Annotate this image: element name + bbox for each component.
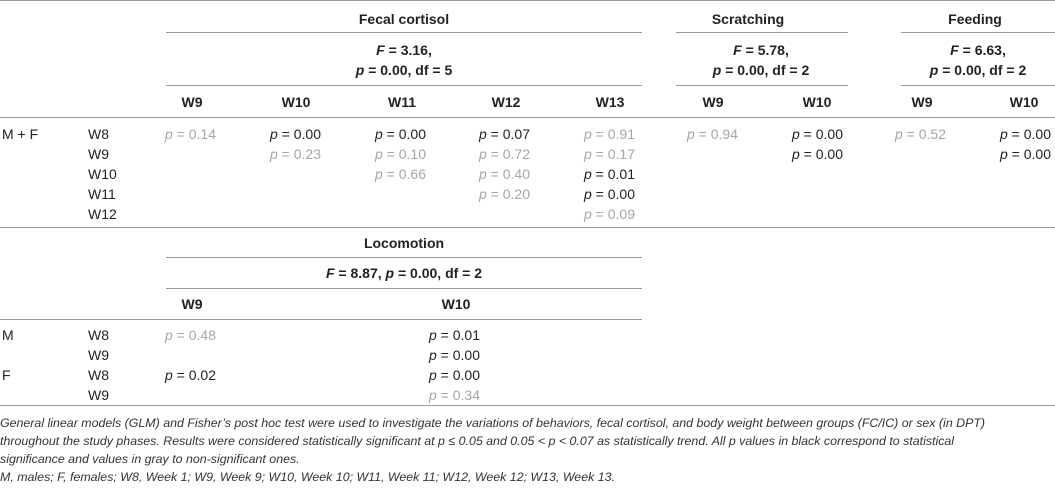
- group-title-scratching: Scratching: [711, 11, 785, 27]
- p-value-cell: p = 0.09: [584, 206, 635, 222]
- footnote-line: General linear models (GLM) and Fisher’s post hoc test were used to investigate the variations of behaviors, fecal cortisol, and body weight between groups (FC/IC) or sex (in DPT): [0, 416, 986, 430]
- locomotion-stat: F = 8.87, p = 0.00, df = 2: [325, 265, 483, 281]
- p-value-cell: p = 0.14: [165, 126, 216, 142]
- footnote-line: significance and values in gray to non-significant ones.: [0, 452, 300, 466]
- row-group-label: M: [2, 327, 14, 343]
- p-value-cell: p = 0.20: [479, 186, 530, 202]
- group-title-fecal-cortisol: Fecal cortisol: [358, 11, 450, 27]
- top-rule: [0, 0, 1055, 1]
- locomotion-stat-underline: [166, 288, 642, 289]
- col-header: W9: [181, 296, 203, 312]
- p-value-cell: p = 0.00: [1000, 146, 1051, 162]
- locomotion-header-rule: [0, 319, 642, 320]
- row-label: W9: [88, 347, 109, 363]
- header-rule: [0, 117, 1055, 118]
- col-header: W9: [911, 94, 933, 110]
- p-value-cell: p = 0.91: [584, 126, 635, 142]
- p-value-cell: p = 0.00: [584, 186, 635, 202]
- col-header: W9: [702, 94, 724, 110]
- p-value-cell: p = 0.34: [429, 387, 480, 403]
- group-underline-feeding: [901, 32, 1055, 33]
- col-header: W10: [441, 296, 471, 312]
- row-label: W8: [88, 327, 109, 343]
- p-value-cell: p = 0.40: [479, 166, 530, 182]
- footnote-line: M, males; F, females; W8, Week 1; W9, Week 9; W10, Week 10; W11, Week 11; W12, Week 12; W13, Week 13.: [0, 470, 615, 484]
- col-header: W10: [802, 94, 832, 110]
- row-label: W9: [88, 387, 109, 403]
- row-label: W12: [88, 206, 117, 222]
- row-label: W9: [88, 146, 109, 162]
- p-value-cell: p = 0.00: [792, 126, 843, 142]
- col-header: W12: [491, 94, 521, 110]
- table1-bottom-rule: [0, 227, 1055, 228]
- p-value-cell: p = 0.00: [375, 126, 426, 142]
- col-header: W10: [1009, 94, 1039, 110]
- p-value-cell: p = 0.52: [895, 126, 946, 142]
- stat-underline-scratching: [676, 85, 848, 86]
- col-header: W13: [595, 94, 625, 110]
- footnote-line: throughout the study phases. Results were considered statistically significant at p ≤ 0.05 and 0.05 < p < 0.07 as statistically trend. All p values in black correspond to statistical: [0, 434, 955, 448]
- row-group-label: M + F: [2, 126, 39, 142]
- col-header: W10: [281, 94, 311, 110]
- p-value-cell: p = 0.17: [584, 146, 635, 162]
- p-value-cell: p = 0.02: [165, 367, 216, 383]
- row-group-label: F: [2, 367, 11, 383]
- p-value-cell: p = 0.00: [429, 367, 480, 383]
- row-label: W11: [88, 186, 116, 202]
- p-value-cell: p = 0.00: [270, 126, 321, 142]
- p-value-cell: p = 0.01: [429, 327, 480, 343]
- row-label: W8: [88, 367, 109, 383]
- stat-underline-feeding: [901, 85, 1055, 86]
- col-header: W11: [387, 94, 417, 110]
- group-title-feeding: Feeding: [948, 11, 1002, 27]
- p-value-cell: p = 0.48: [165, 327, 216, 343]
- p-value-cell: p = 0.10: [375, 146, 426, 162]
- col-header: W9: [181, 94, 203, 110]
- stat-fecal: F = 3.16, p = 0.00, df = 5: [355, 42, 453, 78]
- group-underline-scratching: [676, 32, 848, 33]
- p-value-cell: p = 0.00: [429, 347, 480, 363]
- locomotion-underline: [166, 257, 642, 258]
- stat-underline-fecal: [166, 85, 642, 86]
- stat-scratching: F = 5.78, p = 0.00, df = 2: [712, 42, 810, 78]
- table2-bottom-rule: [0, 405, 1055, 406]
- row-label: W10: [88, 166, 117, 182]
- row-label: W8: [88, 126, 109, 142]
- p-value-cell: p = 0.01: [584, 166, 635, 182]
- p-value-cell: p = 0.23: [270, 146, 321, 162]
- stat-feeding: F = 6.63, p = 0.00, df = 2: [929, 42, 1027, 78]
- p-value-cell: p = 0.94: [687, 126, 738, 142]
- p-value-cell: p = 0.66: [375, 166, 426, 182]
- locomotion-title: Locomotion: [363, 235, 445, 251]
- table-footnote: [0, 414, 1050, 486]
- group-underline-fecal: [166, 32, 642, 33]
- p-value-cell: p = 0.00: [1000, 126, 1051, 142]
- p-value-cell: p = 0.00: [792, 146, 843, 162]
- p-value-cell: p = 0.72: [479, 146, 530, 162]
- p-value-cell: p = 0.07: [479, 126, 530, 142]
